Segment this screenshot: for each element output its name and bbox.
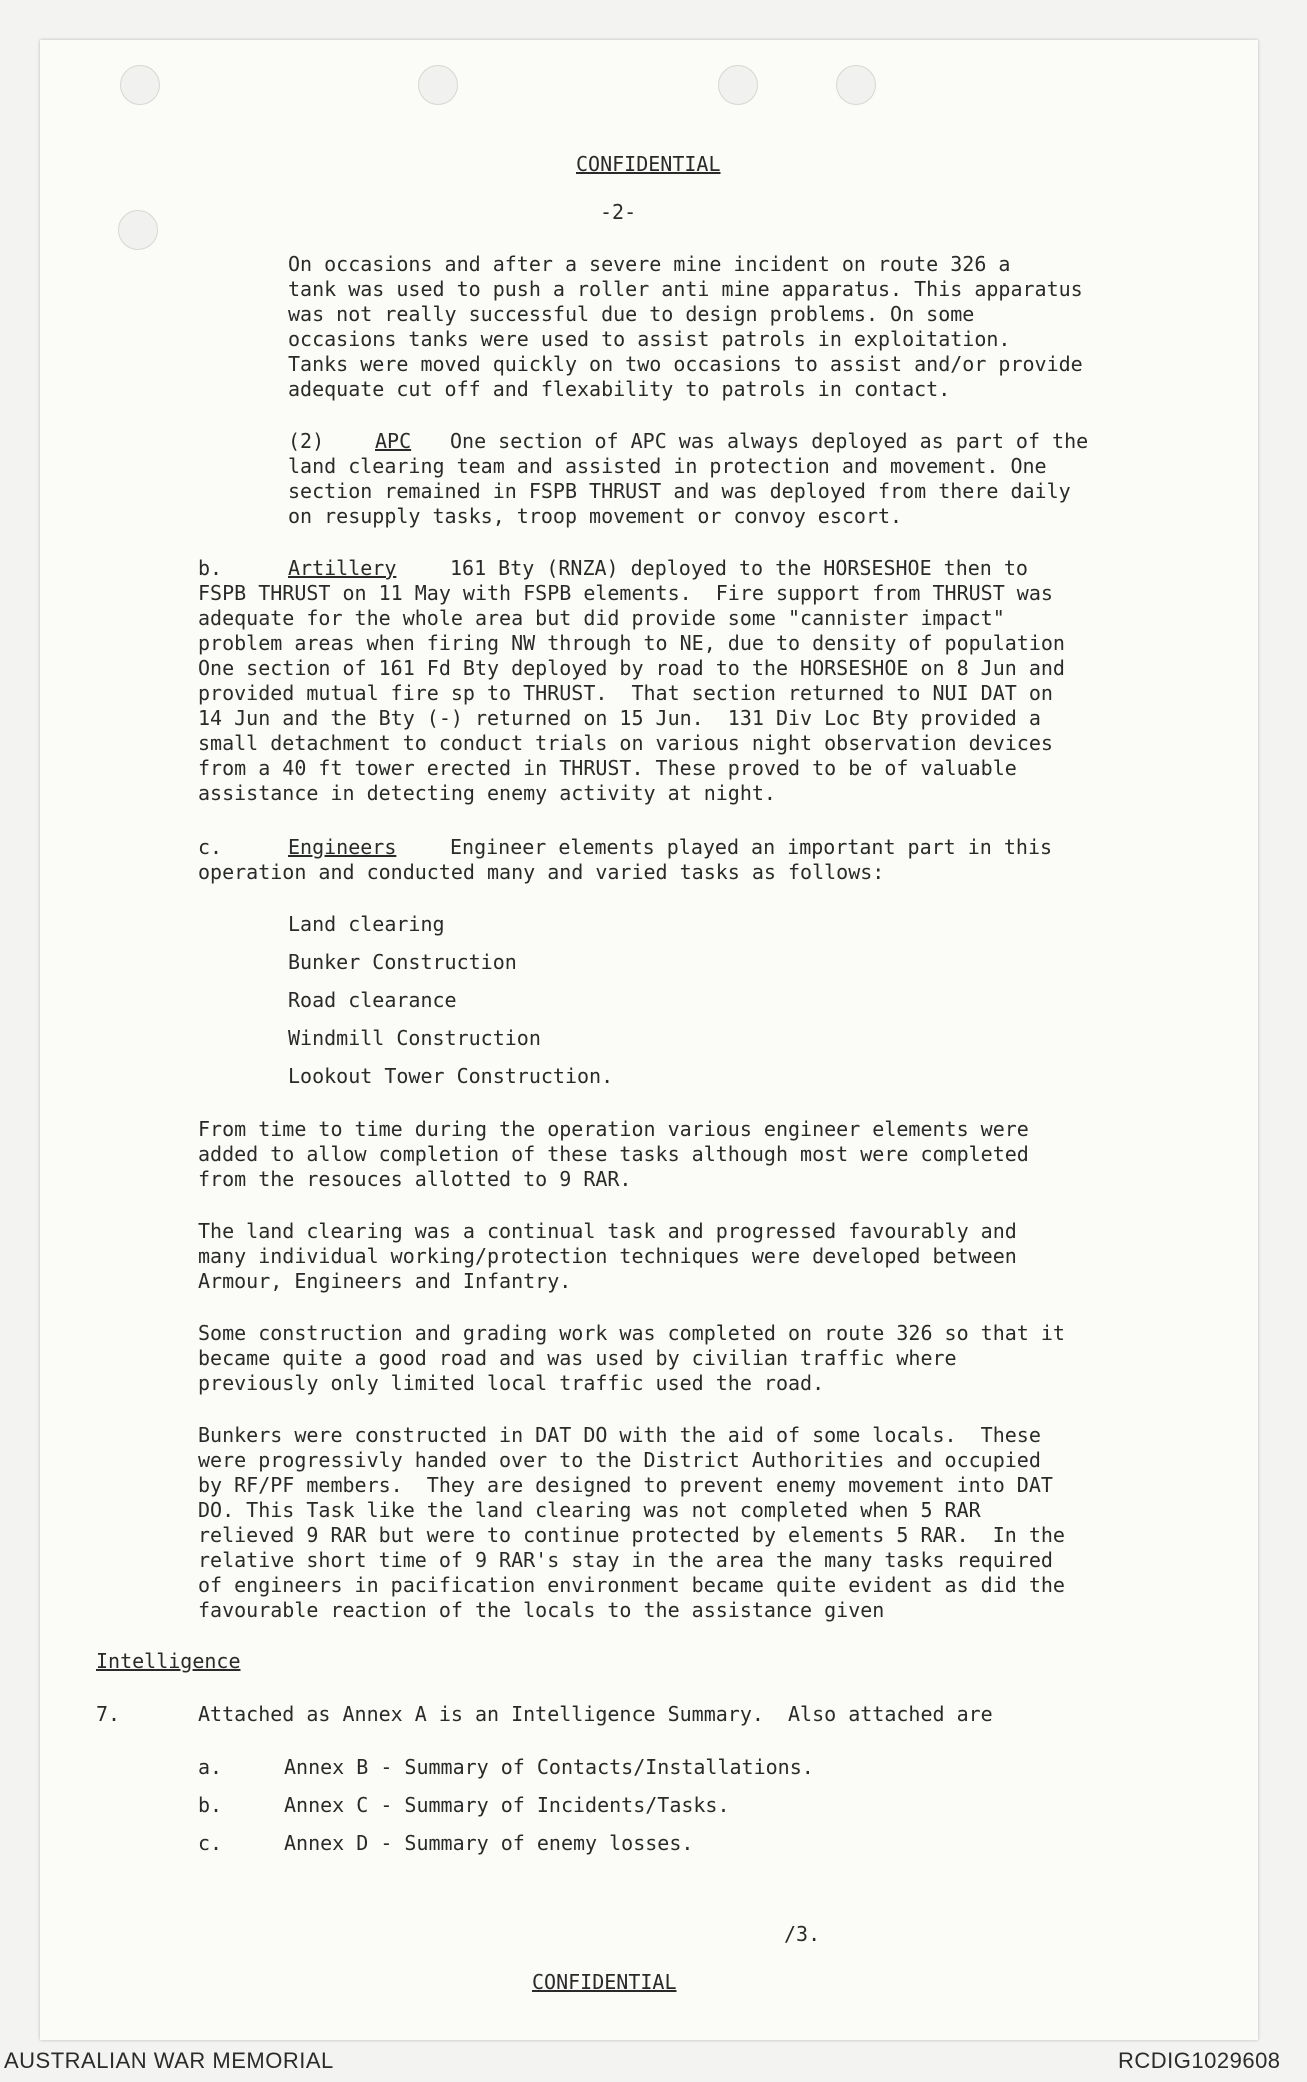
paragraph-number: 7. [96,1702,121,1726]
annex-letter: a. [198,1755,223,1779]
punch-hole [836,65,876,105]
apc-number: (2) [288,429,325,453]
list-item: Bunker Construction [288,950,517,974]
punch-hole [718,65,758,105]
list-item: Lookout Tower Construction. [288,1064,614,1088]
list-item: Annex D - Summary of enemy losses. [284,1831,694,1855]
classification-footer: CONFIDENTIAL [532,1970,677,1994]
intelligence-heading: Intelligence [96,1649,241,1673]
punch-hole [118,210,158,250]
list-item: Road clearance [288,988,457,1012]
classification-header: CONFIDENTIAL [576,152,721,176]
artillery-letter: b. [198,556,223,580]
continuation-marker: /3. [784,1922,821,1946]
page-number: -2- [600,200,637,224]
punch-hole [418,65,458,105]
list-item: Annex C - Summary of Incidents/Tasks. [284,1793,730,1817]
list-item: Windmill Construction [288,1026,541,1050]
engineers-letter: c. [198,835,223,859]
list-item: Land clearing [288,912,445,936]
annex-letter: c. [198,1831,223,1855]
punch-hole [120,65,160,105]
archive-id: RCDIG1029608 [1118,2048,1281,2073]
apc-heading: APC [375,429,412,453]
engineers-heading: Engineers [288,835,397,859]
annex-letter: b. [198,1793,223,1817]
artillery-heading: Artillery [288,556,397,580]
archive-label: AUSTRALIAN WAR MEMORIAL [4,2048,334,2073]
list-item: Annex B - Summary of Contacts/Installations. [284,1755,814,1779]
